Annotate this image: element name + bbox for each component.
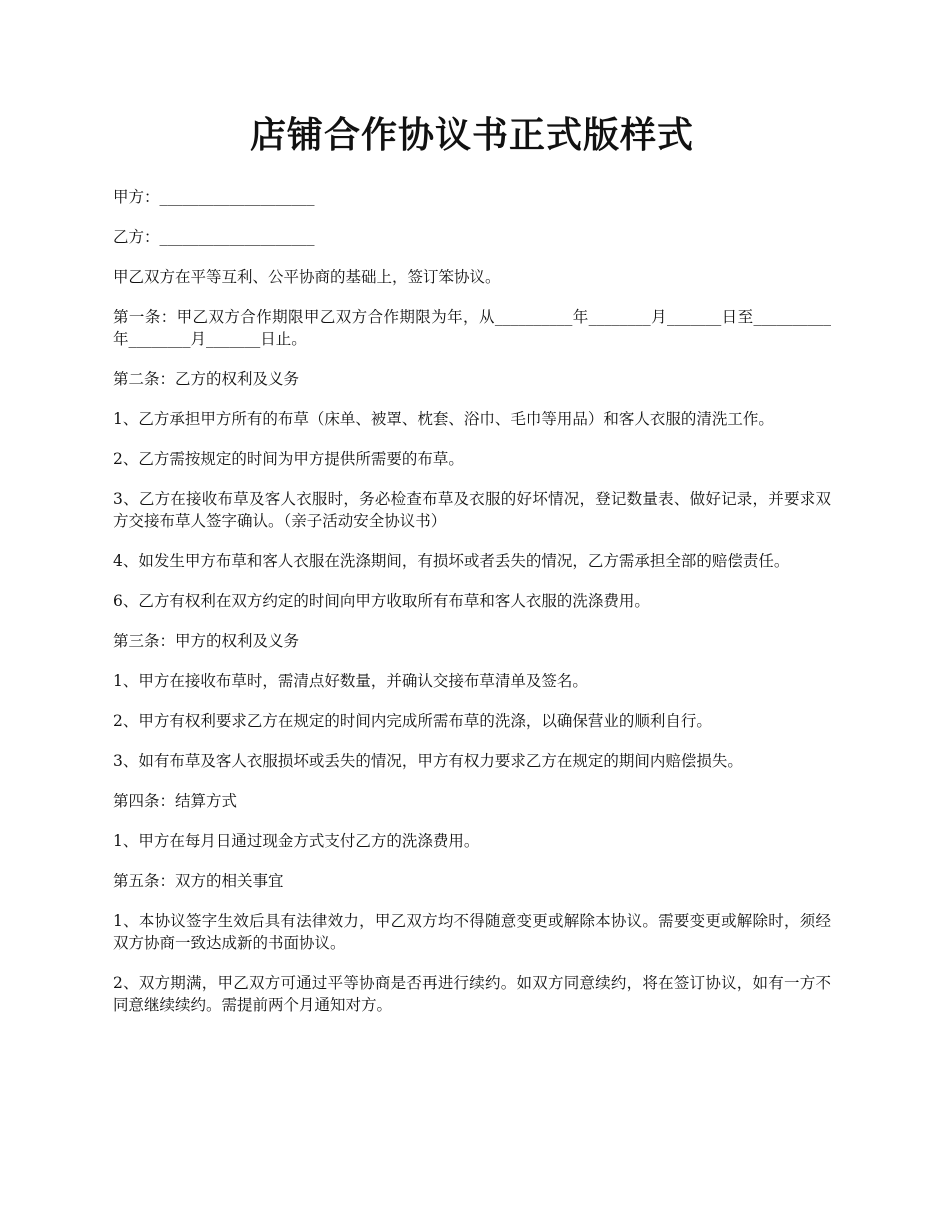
article-2-heading: 第二条：乙方的权利及义务 (113, 370, 300, 388)
document-page (113, 108, 831, 1034)
article-2-item-1: 1、乙方承担甲方所有的布草（床单、被罩、枕套、浴巾、毛巾等用品）和客人衣服的清洗工作。 (113, 410, 774, 428)
article-2-item-2: 2、乙方需按规定的时间为甲方提供所需要的布草。 (113, 450, 464, 468)
article-5-item-2: 2、双方期满，甲乙双方可通过平等协商是否再进行续约。如双方同意续约，将在签订协议，如有一方不同意继续续约。需提前两个月通知对方。 (113, 974, 831, 1014)
article-3-item-1: 1、甲方在接收布草时，需清点好数量，并确认交接布草清单及签名。 (113, 672, 588, 690)
party-b-line: 乙方：____________________ (113, 228, 315, 246)
party-a-line: 甲方：____________________ (113, 188, 315, 206)
article-1-term: 第一条：甲乙双方合作期限甲乙双方合作期限为年，从__________年________月_______日至__________年________月_______日止。 (113, 308, 831, 348)
article-4-heading: 第四条：结算方式 (113, 792, 238, 810)
document-title: 店铺合作协议书正式版样式 (249, 115, 694, 156)
article-3-heading: 第三条：甲方的权利及义务 (113, 632, 300, 650)
article-2-item-3: 3、乙方在接收布草及客人衣服时，务必检查布草及衣服的好坏情况，登记数量表、做好记录，并要求双方交接布草人签字确认。（亲子活动安全协议书） (113, 490, 831, 530)
article-2-item-6: 6、乙方有权利在双方约定的时间向甲方收取所有布草和客人衣服的洗涤费用。 (113, 592, 650, 610)
article-5-item-1: 1、本协议签字生效后具有法律效力，甲乙双方均不得随意变更或解除本协议。需要变更或解除时，须经双方协商一致达成新的书面协议。 (113, 912, 831, 952)
article-3-item-3: 3、如有布草及客人衣服损坏或丢失的情况，甲方有权力要求乙方在规定的期间内赔偿损失。 (113, 752, 743, 770)
article-3-item-2: 2、甲方有权利要求乙方在规定的时间内完成所需布草的洗涤，以确保营业的顺利自行。 (113, 712, 712, 730)
intro-paragraph: 甲乙双方在平等互利、公平协商的基础上，签订笨协议。 (113, 268, 501, 286)
article-2-item-4: 4、如发生甲方布草和客人衣服在洗涤期间，有损坏或者丢失的情况，乙方需承担全部的赔偿责任。 (113, 552, 790, 570)
article-4-item-1: 1、甲方在每月日通过现金方式支付乙方的洗涤费用。 (113, 832, 480, 850)
article-5-heading: 第五条：双方的相关事宜 (113, 872, 284, 890)
